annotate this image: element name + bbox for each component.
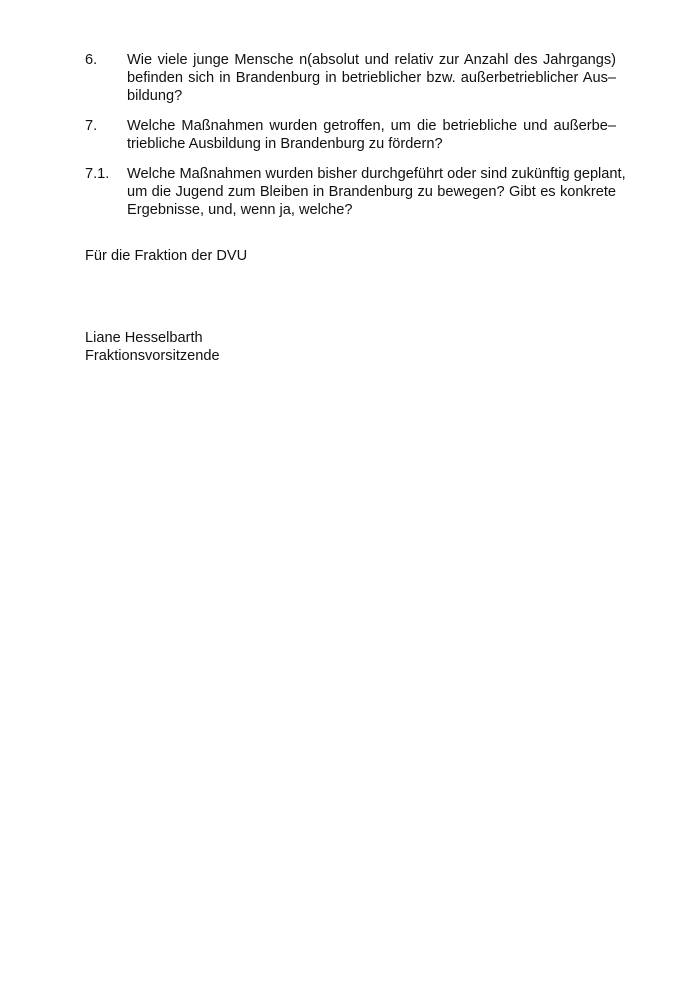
question-line: um die Jugend zum Bleiben in Brandenburg zu bewegen? Gibt es konkrete	[127, 184, 616, 200]
question-6	[85, 51, 616, 105]
question-line: triebliche Ausbildung in Brandenburg zu fördern?	[127, 136, 443, 152]
question-line: Ergebnisse, und, wenn ja, welche?	[127, 202, 353, 218]
question-line: Welche Maßnahmen wurden bisher durchgeführt oder sind zukünftig geplant,	[127, 166, 626, 182]
signer-name: Liane Hesselbarth	[85, 330, 203, 346]
fraction-line: Für die Fraktion der DVU	[85, 248, 248, 264]
question-text	[127, 117, 616, 153]
question-number: 6.	[85, 52, 98, 68]
question-number: 7.1.	[85, 166, 110, 182]
question-line: bildung?	[127, 88, 183, 104]
question-7	[85, 117, 616, 153]
question-7-1	[85, 165, 626, 219]
question-text	[127, 51, 616, 105]
question-line: Wie viele junge Mensche n(absolut und relativ zur Anzahl des Jahrgangs)	[127, 52, 616, 68]
signer-title: Fraktionsvorsitzende	[85, 348, 220, 364]
question-line: befinden sich in Brandenburg in betrieblicher bzw. außerbetrieblicher Aus–	[127, 70, 616, 86]
question-line: Welche Maßnahmen wurden getroffen, um die betriebliche und außerbe–	[127, 118, 616, 134]
question-text	[127, 165, 626, 219]
question-number: 7.	[85, 118, 98, 134]
